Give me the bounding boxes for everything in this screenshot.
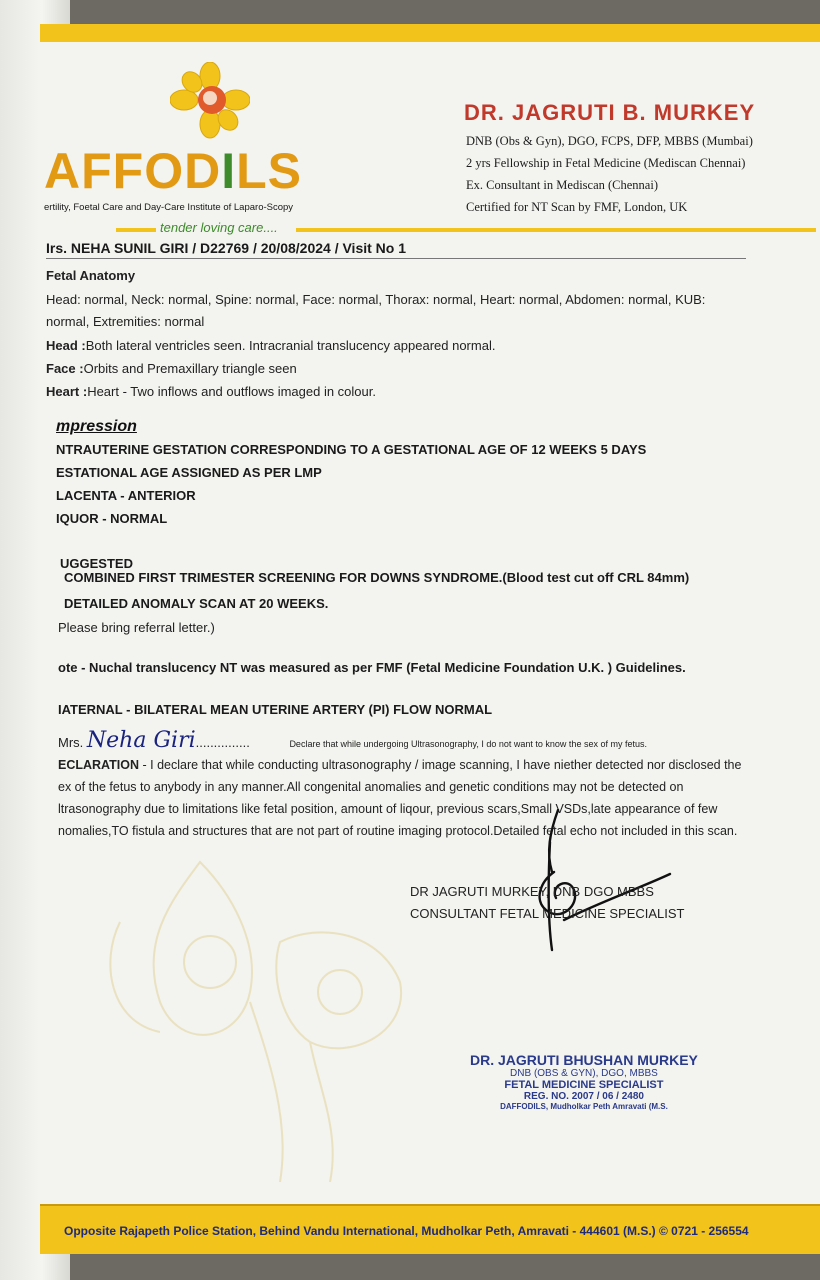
impression-item: NTRAUTERINE GESTATION CORRESPONDING TO A GESTATIONAL AGE OF 12 WEEKS 5 DAYS <box>56 442 647 457</box>
anatomy-heart-row: Heart :Heart - Two inflows and outflows imaged in colour. <box>46 384 376 399</box>
stamp-title: FETAL MEDICINE SPECIALIST <box>504 1079 664 1091</box>
signatory-title: CONSULTANT FETAL MEDICINE SPECIALIST <box>410 906 685 921</box>
doctor-credential: Ex. Consultant in Mediscan (Chennai) <box>466 178 658 192</box>
doctor-credential: DNB (Obs & Gyn), DGO, FCPS, DFP, MBBS (Mumbai) <box>466 134 753 148</box>
anatomy-summary: normal, Extremities: normal <box>46 314 205 329</box>
patient-info: Irs. NEHA SUNIL GIRI / D22769 / 20/08/2024 / Visit No 1 <box>46 240 407 256</box>
declaration-line: ltrasonography due to limitations like fetal position, amount of liqour, previous scars,Small VSDs,late appearance of few <box>58 802 718 816</box>
declaration-line: ECLARATION - I declare that while conducting ultrasonography / image scanning, I have niether detected nor disclosed the <box>58 758 742 772</box>
doctor-credential: 2 yrs Fellowship in Fetal Medicine (Mediscan Chennai) <box>466 156 746 170</box>
anatomy-face-row: Face :Orbits and Premaxillary triangle seen <box>46 361 297 376</box>
footer-bar <box>40 1204 820 1254</box>
maternal-finding: IATERNAL - BILATERAL MEAN UTERINE ARTERY (PI) FLOW NORMAL <box>58 702 493 717</box>
nt-note: ote - Nuchal translucency NT was measured as per FMF (Fetal Medicine Foundation U.K. ) Guidelines. <box>58 660 686 675</box>
impression-item: ESTATIONAL AGE ASSIGNED AS PER LMP <box>56 465 322 480</box>
clinic-subtitle: ertility, Foetal Care and Day-Care Institute of Laparo-Scopy <box>44 202 294 213</box>
fetal-anatomy-title: Fetal Anatomy <box>46 268 136 283</box>
stamp-address: DAFFODILS, Mudholkar Peth Amravati (M.S. <box>500 1102 668 1111</box>
tagline-rule-right <box>296 228 816 232</box>
daffodil-logo-icon <box>170 62 250 142</box>
stamp-degrees: DNB (OBS & GYN), DGO, MBBS <box>510 1068 658 1079</box>
background-flower-watermark <box>80 802 440 1182</box>
doctor-stamp <box>470 1052 698 1111</box>
suggested-title: UGGESTED <box>60 556 133 571</box>
stamp-reg: REG. NO. 2007 / 06 / 2480 <box>523 1091 644 1102</box>
clinic-logo-wordmark: AFFODILS <box>44 143 303 199</box>
doctor-handwritten-signature <box>520 802 690 952</box>
stamp-name: DR. JAGRUTI BHUSHAN MURKEY <box>470 1052 698 1068</box>
footer-address: Opposite Rajapeth Police Station, Behind Vandu International, Mudholkar Peth, Amravati - 444601 (M.S.) © 0721 - 256554 <box>64 1224 749 1238</box>
doctor-name: DR. JAGRUTI B. MURKEY <box>464 100 756 125</box>
clinic-tagline: tender loving care.... <box>156 220 282 235</box>
impression-item: LACENTA - ANTERIOR <box>56 488 196 503</box>
patient-handwritten-signature: Neha Giri <box>86 728 196 753</box>
suggested-item: DETAILED ANOMALY SCAN AT 20 WEEKS. <box>64 596 329 611</box>
referral-note: Please bring referral letter.) <box>58 620 215 635</box>
impression-title: mpression <box>56 418 137 435</box>
patient-divider <box>46 258 746 259</box>
declaration-line: ex of the fetus to anybody in any manner.All congenital anomalies and genetic conditions may not be detected on <box>58 780 684 794</box>
anatomy-head-row: Head :Both lateral ventricles seen. Intracranial translucency appeared normal. <box>46 338 496 353</box>
impression-item: IQUOR - NORMAL <box>56 511 168 526</box>
signatory-name: DR JAGRUTI MURKEY, DNB DGO MBBS <box>410 884 654 899</box>
doctor-credential: Certified for NT Scan by FMF, London, UK <box>466 200 688 214</box>
suggested-item: COMBINED FIRST TRIMESTER SCREENING FOR DOWNS SYNDROME.(Blood test cut off CRL 84mm) <box>64 570 690 585</box>
anatomy-summary: Head: normal, Neck: normal, Spine: normal, Face: normal, Thorax: normal, Heart: normal, Abdomen: normal, KUB: <box>46 292 706 307</box>
report-page <box>40 24 820 1254</box>
declaration-line: nomalies,TO fistula and structures that are not part of routine imaging protocol.Detailed fetal echo not included in this scan. <box>58 824 738 838</box>
sex-declaration-row: Mrs. Neha Giri............... Declare that while undergoing Ultrasonography, I do not want to know the sex of my fetus. <box>58 728 647 753</box>
